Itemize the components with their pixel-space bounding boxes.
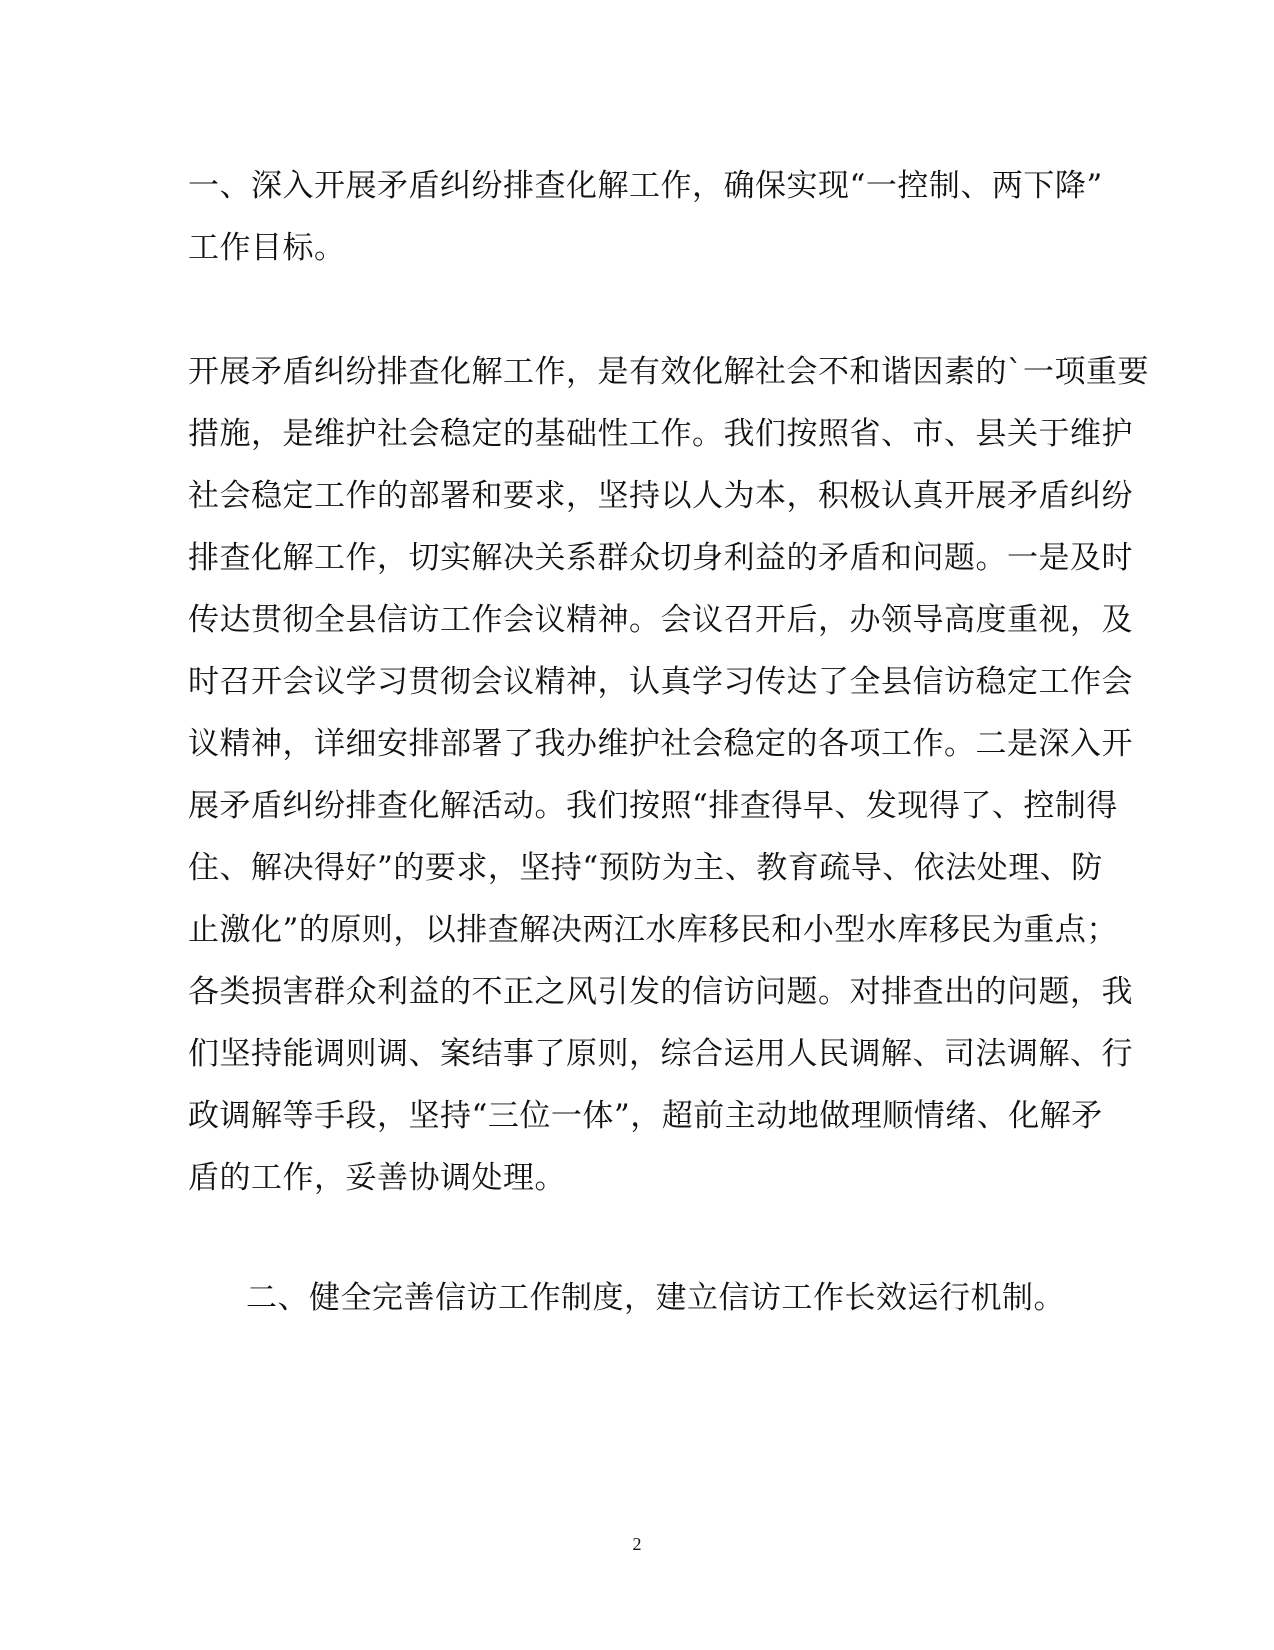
body-line-14: 盾的工作，妥善协调处理。 [188,1160,566,1196]
page-number: 2 [632,1534,642,1554]
body-line-6: 时召开会议学习贯彻会议精神，认真学习传达了全县信访稳定工作会 [188,664,1133,700]
section1-heading-line-1: 一、深入开展矛盾纠纷排查化解工作，确保实现“一控制、两下降” [188,168,1103,204]
body-line-2: 措施，是维护社会稳定的基础性工作。我们按照省、市、县关于维护 [188,416,1133,452]
body-line-9: 住、解决得好”的要求，坚持“预防为主、教育疏导、依法处理、防 [188,850,1103,886]
body-line-1: 开展矛盾纠纷排查化解工作，是有效化解社会不和谐因素的`一项重要 [188,354,1149,390]
body-line-7: 议精神，详细安排部署了我办维护社会稳定的各项工作。二是深入开 [188,726,1133,762]
body-line-12: 们坚持能调则调、案结事了原则，综合运用人民调解、司法调解、行 [188,1036,1133,1072]
body-line-4: 排查化解工作，切实解决关系群众切身利益的矛盾和问题。一是及时 [188,540,1133,576]
body-line-8: 展矛盾纠纷排查化解活动。我们按照“排查得早、发现得了、控制得 [188,788,1118,824]
section2-heading: 二、健全完善信访工作制度，建立信访工作长效运行机制。 [246,1280,1065,1316]
body-line-5: 传达贯彻全县信访工作会议精神。会议召开后，办领导高度重视，及 [188,602,1133,638]
body-line-10: 止激化”的原则，以排查解决两江水库移民和小型水库移民为重点； [188,912,1118,948]
body-line-11: 各类损害群众利益的不正之风引发的信访问题。对排查出的问题，我 [188,974,1133,1010]
section1-heading-line-2: 工作目标。 [188,230,346,266]
body-line-13: 政调解等手段，坚持“三位一体”，超前主动地做理顺情绪、化解矛 [188,1098,1103,1134]
body-line-3: 社会稳定工作的部署和要求，坚持以人为本，积极认真开展矛盾纠纷 [188,478,1133,514]
